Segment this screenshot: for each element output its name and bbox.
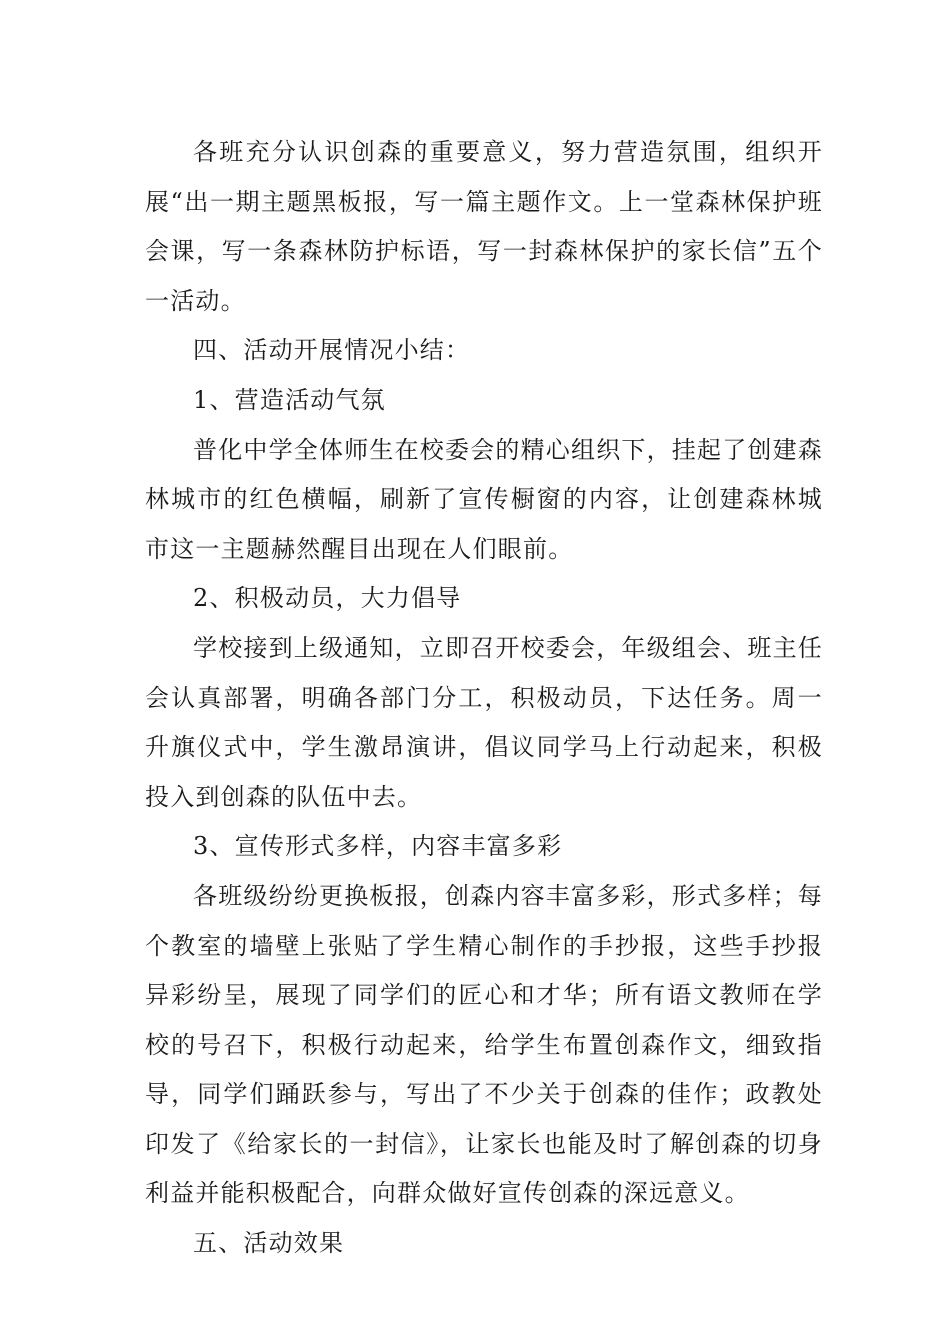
section-heading-summary: 四、活动开展情况小结： <box>193 336 471 365</box>
document-body <box>145 128 823 1269</box>
paragraph-atmosphere: 普化中学全体师生在校委会的精心组织下，挂起了创建森林城市的红色横幅，刷新了宣传橱窗的内容，让创建森林城市这一主题赫然醒目出现在人们眼前。 <box>145 435 823 563</box>
subheading-atmosphere: 1、营造活动气氛 <box>193 385 386 414</box>
subheading-mobilization: 2、积极动员，大力倡导 <box>193 584 462 613</box>
paragraph-publicity: 各班级纷纷更换板报，创森内容丰富多彩，形式多样；每个教室的墙壁上张贴了学生精心制作的手抄报，这些手抄报异彩纷呈，展现了同学们的匠心和才华；所有语文教师在学校的号召下，积极行动起来，给学生布置创森作文，细致指导，同学们踊跃参与，写出了不少关于创森的佳作；政教处印发了《给家长的一封信》，让家长也能及时了解创森的切身利益并能积极配合，向群众做好宣传创森的深远意义。 <box>145 881 823 1208</box>
paragraph-activities-intro: 各班充分认识创森的重要意义，努力营造氛围，组织开展“出一期主题黑板报，写一篇主题作文。上一堂森林保护班会课，写一条森林防护标语，写一封森林保护的家长信”五个一活动。 <box>145 138 823 315</box>
section-heading-effects: 五、活动效果 <box>193 1229 345 1258</box>
paragraph-mobilization: 学校接到上级通知，立即召开校委会，年级组会、班主任会认真部署，明确各部门分工，积极动员，下达任务。周一升旗仪式中，学生激昂演讲，倡议同学马上行动起来，积极投入到创森的队伍中去。 <box>145 633 823 811</box>
subheading-publicity: 3、宣传形式多样，内容丰富多彩 <box>193 832 563 861</box>
